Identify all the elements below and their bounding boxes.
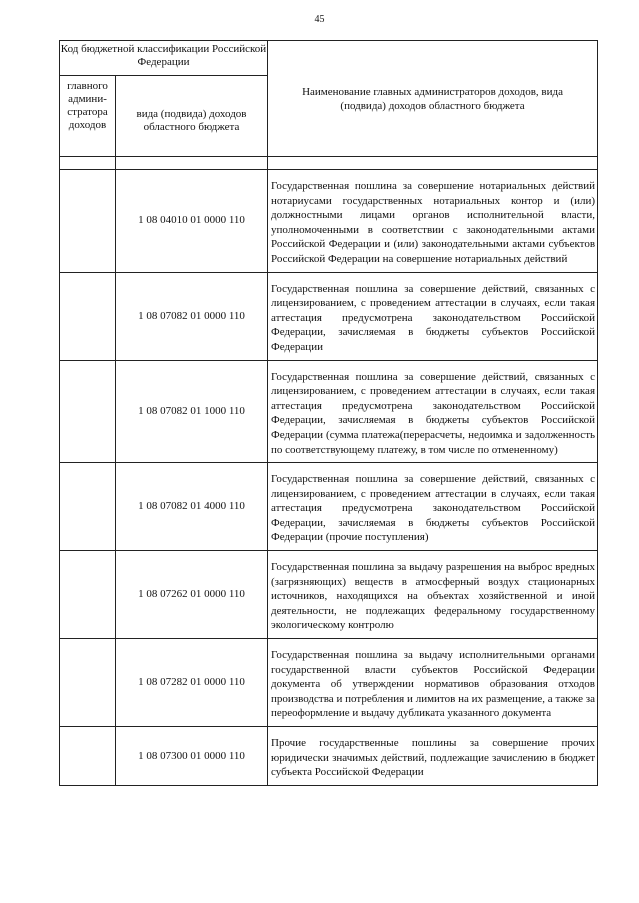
revenue-code-cell: 1 08 07082 01 4000 110 bbox=[116, 463, 268, 551]
revenue-name-cell: Государственная пошлина за совершение действий, связанных с лицензированием, с проведением аттестации в случаях, если такая аттестация предусмотрена законодательством Российской Федерации, зачисляемая в бюджеты субъектов Российской Федерации bbox=[268, 272, 598, 360]
revenue-code-cell: 1 08 07082 01 1000 110 bbox=[116, 360, 268, 463]
admin-code-cell bbox=[60, 551, 116, 639]
revenue-code-cell: 1 08 07300 01 0000 110 bbox=[116, 727, 268, 786]
name-column-header: Наименование главных администраторов доходов, вида (подвида) доходов областного бюджета bbox=[268, 41, 598, 157]
spacer-cell bbox=[268, 157, 598, 170]
table-row bbox=[60, 551, 598, 639]
table-row bbox=[60, 360, 598, 463]
page-number: 45 bbox=[314, 14, 325, 25]
admin-code-cell bbox=[60, 272, 116, 360]
type-column-header: вида (подвида) доходов областного бюджета bbox=[116, 76, 268, 157]
admin-column-header: главного админи-стратора доходов bbox=[60, 76, 116, 157]
revenue-administrators-table bbox=[59, 40, 598, 786]
revenue-name-cell: Государственная пошлина за выдачу исполнительными органами государственной власти субъектов Российской Федерации документа об утверждении нормативов образования отходов производства и потребления и лимитов на их размещение, а также за переоформление и выдачу дубликата указанного документа bbox=[268, 639, 598, 727]
admin-code-cell bbox=[60, 360, 116, 463]
revenue-code-cell: 1 08 07282 01 0000 110 bbox=[116, 639, 268, 727]
spacer-cell bbox=[116, 157, 268, 170]
table-row bbox=[60, 272, 598, 360]
spacer-cell bbox=[60, 157, 116, 170]
table-row bbox=[60, 727, 598, 786]
header-spacer-row bbox=[60, 157, 598, 170]
admin-code-cell bbox=[60, 727, 116, 786]
admin-code-cell bbox=[60, 463, 116, 551]
table-row bbox=[60, 170, 598, 273]
admin-code-cell bbox=[60, 639, 116, 727]
revenue-name-cell: Государственная пошлина за совершение действий, связанных с лицензированием, с проведением аттестации в случаях, если такая аттестация предусмотрена законодательством Российской Федерации, зачисляемая в бюджеты субъектов Российской Федерации (сумма платежа(перерасчеты, недоимка и задолженность по соответствующему платежу, в том числе по отмененному) bbox=[268, 360, 598, 463]
revenue-name-cell: Прочие государственные пошлины за совершение прочих юридически значимых действий, подлежащие зачислению в бюджет субъекта Российской Федерации bbox=[268, 727, 598, 786]
table-row bbox=[60, 639, 598, 727]
revenue-name-cell: Государственная пошлина за совершение действий, связанных с лицензированием, с проведением аттестации в случаях, если такая аттестация предусмотрена законодательством Российской Федерации, зачисляемая в бюджеты субъектов Российской Федерации (прочие поступления) bbox=[268, 463, 598, 551]
classification-header: Код бюджетной классификации Российской Федерации bbox=[60, 41, 268, 76]
revenue-name-cell: Государственная пошлина за выдачу разрешения на выброс вредных (загрязняющих) веществ в атмосферный воздух стационарных источников, находящихся на объектах хозяйственной и иной деятельности, не подлежащих федеральному государственному экологическому контролю bbox=[268, 551, 598, 639]
admin-code-cell bbox=[60, 170, 116, 273]
table-row bbox=[60, 463, 598, 551]
revenue-code-cell: 1 08 07082 01 0000 110 bbox=[116, 272, 268, 360]
revenue-code-cell: 1 08 07262 01 0000 110 bbox=[116, 551, 268, 639]
revenue-code-cell: 1 08 04010 01 0000 110 bbox=[116, 170, 268, 273]
revenue-name-cell: Государственная пошлина за совершение нотариальных действий нотариусами государственных нотариальных контор и (или) должностными лицами органов исполнительной власти, уполномоченными в соответствии с законодательными актами Российской Федерации и (или) законодательными актами субъектов Российской Федерации на совершение нотариальных действий bbox=[268, 170, 598, 273]
table-header-row bbox=[60, 41, 598, 76]
